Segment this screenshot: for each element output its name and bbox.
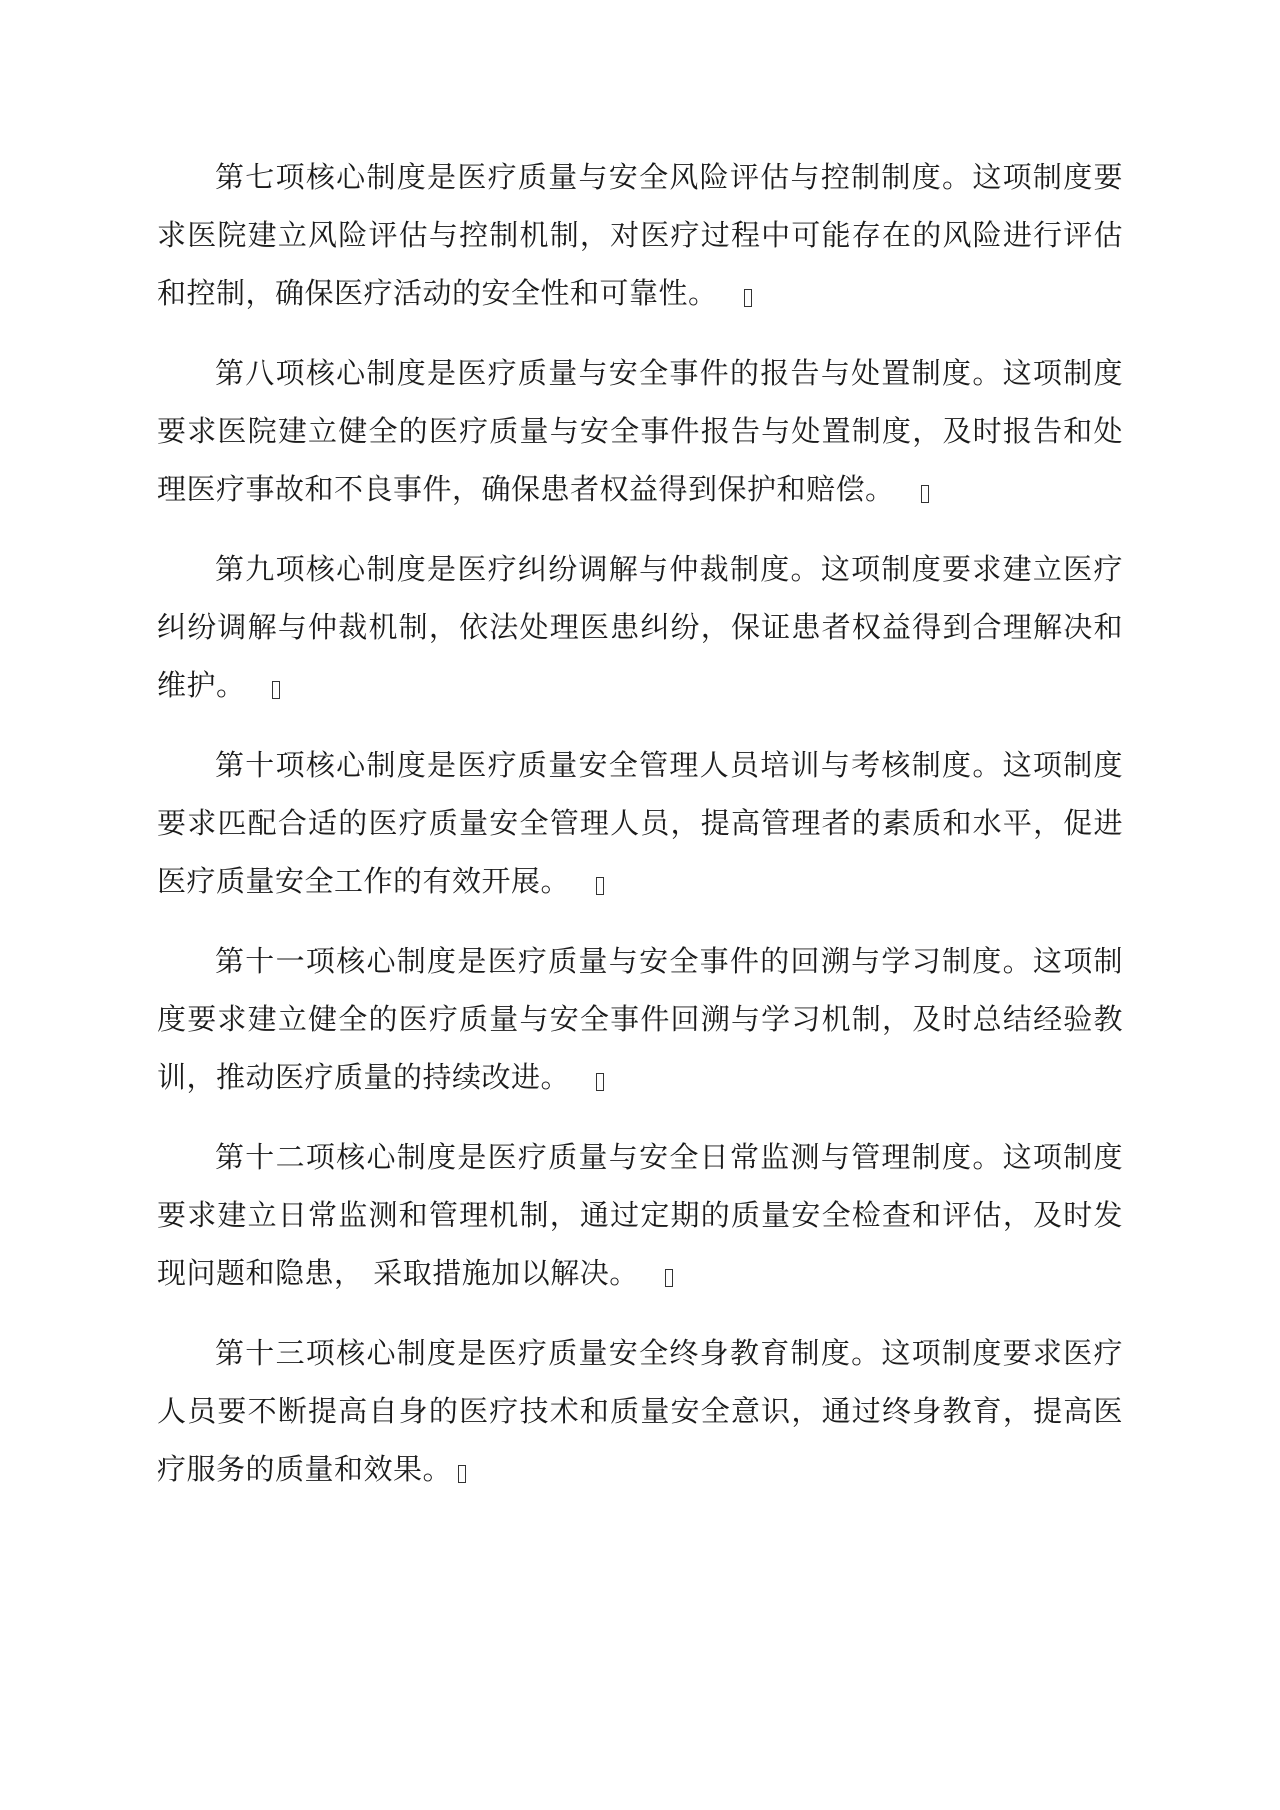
paragraph-text: 第十一项核心制度是医疗质量与安全事件的回溯与学习制度。这项制度要求建立健全的医疗质量与安全事件回溯与学习机制，及时总结经验教训，推动医疗质量的持续改进。: [157, 944, 1123, 1094]
paragraph-text: 第九项核心制度是医疗纠纷调解与仲裁制度。这项制度要求建立医疗纠纷调解与仲裁机制，依法处理医患纠纷，保证患者权益得到合理解决和维护。: [157, 552, 1123, 702]
document-page: [157, 148, 1123, 1520]
paragraph-13: [157, 1324, 1123, 1498]
paragraph-mark-icon: [665, 1269, 673, 1287]
paragraph-12: [157, 1128, 1123, 1302]
paragraph-mark-icon: [921, 485, 929, 503]
paragraph-7: [157, 148, 1123, 322]
paragraph-text: 第七项核心制度是医疗质量与安全风险评估与控制制度。这项制度要求医院建立风险评估与控制机制，对医疗过程中可能存在的风险进行评估和控制，确保医疗活动的安全性和可靠性。: [157, 160, 1123, 310]
paragraph-10: [157, 736, 1123, 910]
paragraph-mark-icon: [596, 1073, 604, 1091]
paragraph-text: 第十三项核心制度是医疗质量安全终身教育制度。这项制度要求医疗人员要不断提高自身的医疗技术和质量安全意识，通过终身教育，提高医疗服务的质量和效果。: [157, 1336, 1123, 1486]
paragraph-mark-icon: [458, 1465, 466, 1483]
paragraph-11: [157, 932, 1123, 1106]
paragraph-mark-icon: [596, 877, 604, 895]
paragraph-8: [157, 344, 1123, 518]
paragraph-text: 第十项核心制度是医疗质量安全管理人员培训与考核制度。这项制度要求匹配合适的医疗质量安全管理人员，提高管理者的素质和水平，促进医疗质量安全工作的有效开展。: [157, 748, 1123, 898]
paragraph-mark-icon: [272, 681, 280, 699]
paragraph-mark-icon: [744, 289, 752, 307]
paragraph-9: [157, 540, 1123, 714]
paragraph-text: 第八项核心制度是医疗质量与安全事件的报告与处置制度。这项制度要求医院建立健全的医疗质量与安全事件报告与处置制度，及时报告和处理医疗事故和不良事件，确保患者权益得到保护和赔偿。: [157, 356, 1123, 506]
paragraph-text: 第十二项核心制度是医疗质量与安全日常监测与管理制度。这项制度要求建立日常监测和管理机制，通过定期的质量安全检查和评估，及时发现问题和隐患， 采取措施加以解决。: [157, 1140, 1123, 1290]
